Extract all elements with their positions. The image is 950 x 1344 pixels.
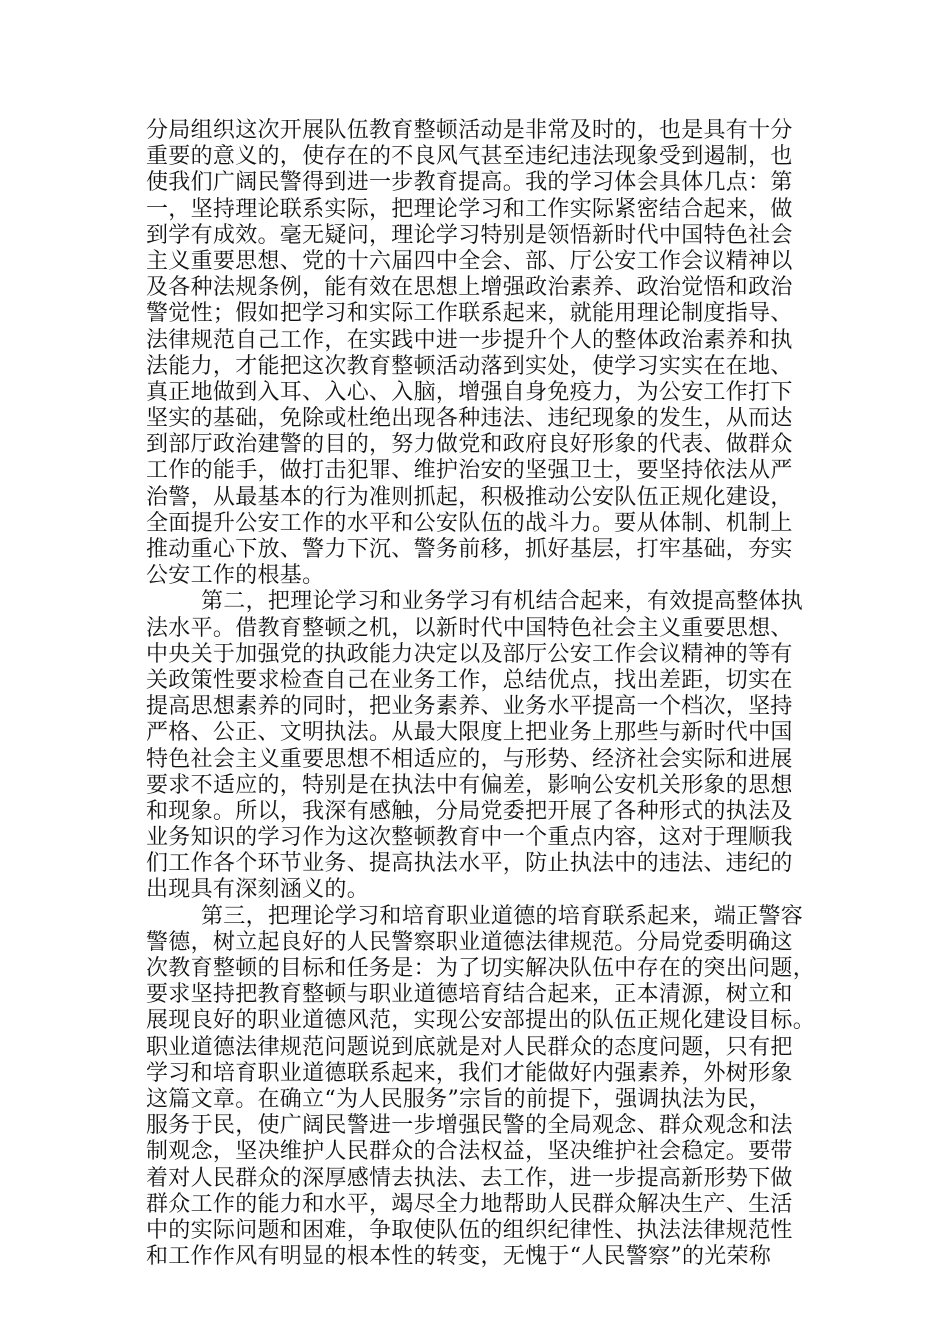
text-line: 群众工作的能力和水平，竭尽全力地帮助人民群众解决生产、生活 [146,1191,793,1217]
text-line: 重要的意义的，使存在的不良风气甚至违纪违法现象受到遏制，也 [146,144,793,170]
text-line: 和工作作风有明显的根本性的转变，无愧于“人民警察”的光荣称 [146,1244,772,1270]
text-line: 中央关于加强党的执政能力决定以及部厅公安工作会议精神的等有 [146,641,793,667]
text-line: 要求坚持把教育整顿与职业道德培育结合起来，正本清源，树立和 [146,982,793,1008]
text-line: 坚实的基础，免除或杜绝出现各种违法、违纪现象的发生，从而达 [146,406,793,432]
text-line: 治警，从最基本的行为准则抓起，积极推动公安队伍正规化建设， [146,484,793,510]
text-line: 到部厅政治建警的目的，努力做党和政府良好形象的代表、做群众 [146,432,793,458]
paragraph-start-line: 第二，把理论学习和业务学习有机结合起来，有效提高整体执 [201,589,804,615]
text-line: 展现良好的职业道德风范，实现公安部提出的队伍正规化建设目标。 [146,1008,816,1034]
text-line: 公安工作的根基。 [146,563,325,589]
paragraph-start-line: 第三，把理论学习和培育职业道德的培育联系起来，端正警容 [201,903,804,929]
text-line: 服务于民，使广阔民警进一步增强民警的全局观念、群众观念和法 [146,1113,793,1139]
text-line: 使我们广阔民警得到进一步教育提高。我的学习体会具体几点：第 [146,170,793,196]
text-line: 及各种法规条例，能有效在思想上增强政治素养、政治觉悟和政治 [146,275,793,301]
text-line: 警德，树立起良好的人民警察职业道德法律规范。分局党委明确这 [146,929,793,955]
text-line: 严格、公正、文明执法。从最大限度上把业务上那些与新时代中国 [146,720,793,746]
text-line: 和现象。所以，我深有感触，分局党委把开展了各种形式的执法及 [146,798,793,824]
text-line: 们工作各个环节业务、提高执法水平，防止执法中的违法、违纪的 [146,851,793,877]
text-line: 主义重要思想、党的十六届四中全会、部、厅公安工作会议精神以 [146,248,793,274]
text-line: 推动重心下放、警力下沉、警务前移，抓好基层，打牢基础，夯实 [146,537,793,562]
text-line: 职业道德法律规范问题说到底就是对人民群众的态度问题，只有把 [146,1034,793,1060]
text-line: 真正地做到入耳、入心、入脑，增强自身免疫力，为公安工作打下 [146,379,793,405]
text-line: 出现具有深刻涵义的。 [146,877,370,903]
text-line: 分局组织这次开展队伍教育整顿活动是非常及时的，也是具有十分 [146,118,793,143]
text-line: 法水平。借教育整顿之机，以新时代中国特色社会主义重要思想、 [146,615,793,641]
document-body [146,118,816,1270]
text-line: 全面提升公安工作的水平和公安队伍的战斗力。要从体制、机制上 [146,510,793,536]
text-line: 关政策性要求检查自己在业务工作，总结优点，找出差距，切实在 [146,667,793,693]
text-line: 特色社会主义重要思想不相适应的，与形势、经济社会实际和进展 [146,746,793,772]
text-line: 到学有成效。毫无疑问，理论学习特别是领悟新时代中国特色社会 [146,222,793,248]
text-line: 中的实际问题和困难，争取使队伍的组织纪律性、执法法律规范性 [146,1217,793,1243]
text-line: 着对人民群众的深厚感情去执法、去工作，进一步提高新形势下做 [146,1165,793,1191]
text-line: 要求不适应的，特别是在执法中有偏差，影响公安机关形象的思想 [146,772,793,798]
text-line: 学习和培育职业道德联系起来，我们才能做好内强素养，外树形象 [146,1060,793,1086]
text-line: 次教育整顿的目标和任务是：为了切实解决队伍中存在的突出问题， [146,956,816,981]
text-line: 业务知识的学习作为这次整顿教育中一个重点内容，这对于理顺我 [146,825,793,851]
text-line: 提高思想素养的同时，把业务素养、业务水平提高一个档次，坚持 [146,694,793,720]
text-line: 这篇文章。在确立“为人民服务”宗旨的前提下，强调执法为民， [146,1086,772,1112]
text-line: 工作的能手，做打击犯罪、维护治安的坚强卫士，要坚持依法从严 [146,458,793,484]
text-line: 制观念，坚决维护人民群众的合法权益，坚决维护社会稳定。要带 [146,1139,793,1165]
text-line: 法律规范自己工作，在实践中进一步提升个人的整体政治素养和执 [146,327,793,353]
text-line: 警觉性；假如把学习和实际工作联系起来，就能用理论制度指导、 [146,301,793,327]
text-line: 法能力，才能把这次教育整顿活动落到实处，使学习实实在在地、 [146,353,793,379]
text-line: 一，坚持理论联系实际，把理论学习和工作实际紧密结合起来，做 [146,196,793,222]
